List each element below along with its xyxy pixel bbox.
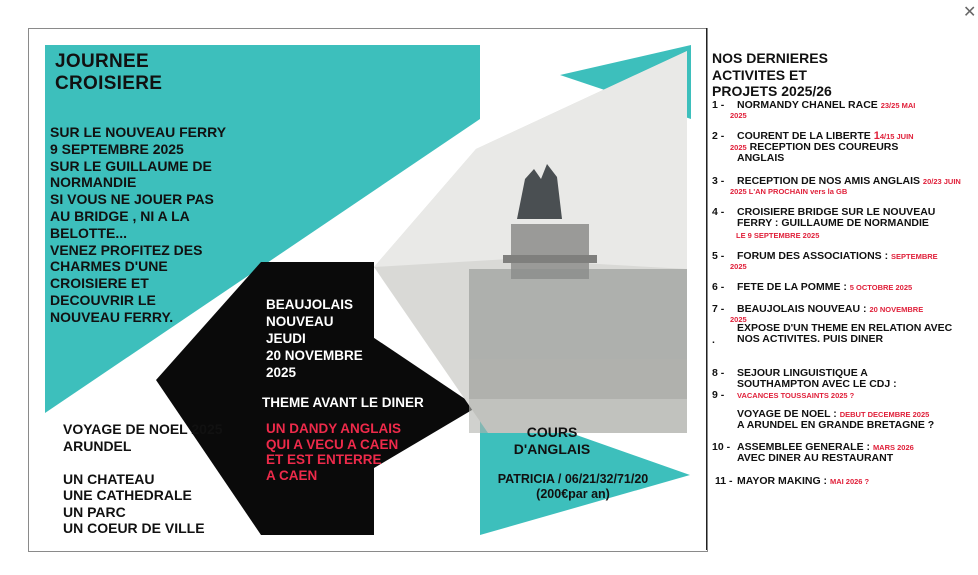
ferry-description: SUR LE NOUVEAU FERRY 9 SEPTEMBRE 2025 SUR LE GUILLAUME DE NORMANDIE SI VOUS NE JOUER PAS AU BRIDGE , NI A LA BELOTTE... VENEZ PROFITEZ DES CHARMES D'UNE CROISIERE ET DECOUVRIR LE NOUVEAU FERRY. [50,124,227,325]
divider [706,28,707,550]
photo-monument-top [503,255,597,263]
christmas-trip-text: VOYAGE DE NOEL 2025 ARUNDEL UN CHATEAU UNE CATHEDRALE UN PARC UN COEUR DE VILLE [63,421,223,536]
close-icon[interactable]: ✕ [963,4,977,21]
english-course-title: COURS D'ANGLAIS [513,424,591,457]
cruise-title: JOURNEE CROISIERE [55,51,163,94]
beaujolais-text: BEAUJOLAIS NOUVEAU JEUDI 20 NOVEMBRE 2025 [266,297,363,380]
activities-title: NOS DERNIERES ACTIVITES ET PROJETS 2025/26 [712,50,832,99]
english-course-contact: PATRICIA / 06/21/32/71/20 (200€par an) [497,472,649,501]
dandy-text: UN DANDY ANGLAIS QUI A VECU A CAEN ET EST ENTERRE A CAEN [266,421,402,483]
photo-ground [469,359,687,433]
theme-label: THEME AVANT LE DINER [262,395,424,410]
event-poster [28,28,708,552]
